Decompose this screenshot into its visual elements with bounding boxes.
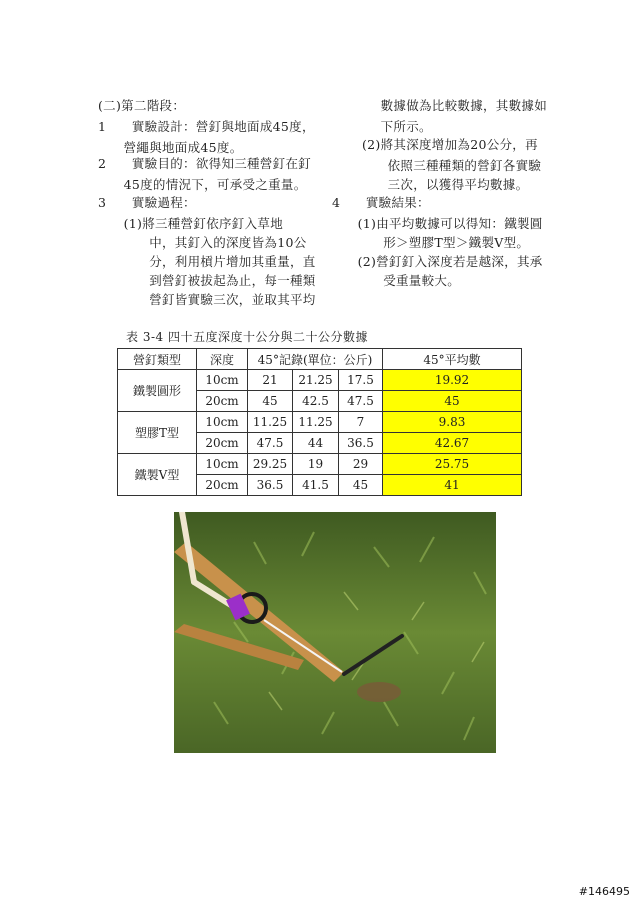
table-caption: 表 3-4 四十五度深度十公分與二十公分數據 [126, 330, 368, 344]
text-line: 45度的情況下，可承受之重量。 [98, 177, 307, 192]
record-cell: 7 [339, 412, 383, 433]
record-cell: 36.5 [248, 475, 293, 496]
table-header-row [118, 349, 522, 370]
depth-cell: 10cm [197, 412, 248, 433]
depth-cell: 20cm [197, 475, 248, 496]
record-cell: 21 [248, 370, 293, 391]
record-cell: 36.5 [339, 433, 383, 454]
text-line: 依照三種種類的營釘各實驗 [362, 158, 542, 173]
average-cell: 41 [383, 475, 522, 496]
text-line: 中，其釘入的深度皆為10公 [98, 235, 307, 250]
text-line: (1)將三種營釘依序釘入草地 [98, 216, 284, 231]
table-row [118, 412, 522, 433]
text-line: (1)由平均數據可以得知：鐵製圓 [332, 216, 543, 231]
record-cell: 29 [339, 454, 383, 475]
record-cell: 17.5 [339, 370, 383, 391]
type-cell: 鐵製V型 [118, 454, 197, 496]
text-line: (2)營釘釘入深度若是越深，其承 [332, 254, 543, 269]
text-line: 受重量較大。 [332, 273, 461, 288]
depth-cell: 10cm [197, 370, 248, 391]
record-cell: 42.5 [293, 391, 339, 412]
photo-illustration [174, 512, 496, 753]
record-cell: 11.25 [293, 412, 339, 433]
text-line: 三次，以獲得平均數據。 [362, 177, 529, 192]
average-cell: 45 [383, 391, 522, 412]
record-cell: 11.25 [248, 412, 293, 433]
record-cell: 21.25 [293, 370, 339, 391]
page-id: #146495 [578, 885, 630, 898]
record-cell: 29.25 [248, 454, 293, 475]
text-line: 形＞塑膠T型＞鐵製V型。 [332, 235, 530, 250]
text-line: 4 實驗結果： [332, 195, 430, 210]
experiment-photo [174, 512, 496, 753]
header-records: 45°記錄(單位：公斤) [248, 349, 383, 370]
record-cell: 47.5 [339, 391, 383, 412]
depth-cell: 20cm [197, 433, 248, 454]
text-line: 數據做為比較數據，其數據如 [355, 98, 548, 113]
average-cell: 19.92 [383, 370, 522, 391]
stage-heading: (二)第二階段： [98, 98, 186, 113]
table-row [118, 370, 522, 391]
type-cell: 塑膠T型 [118, 412, 197, 454]
data-table [117, 348, 522, 496]
text-line: 下所示。 [355, 119, 432, 134]
average-cell: 9.83 [383, 412, 522, 433]
average-cell: 42.67 [383, 433, 522, 454]
text-line: 1 實驗設計：營釘與地面成45度， [98, 119, 315, 134]
record-cell: 44 [293, 433, 339, 454]
type-cell: 鐵製圓形 [118, 370, 197, 412]
record-cell: 41.5 [293, 475, 339, 496]
depth-cell: 10cm [197, 454, 248, 475]
text-line: 營釘皆實驗三次，並取其平均 [98, 292, 316, 307]
table-row [118, 454, 522, 475]
depth-cell: 20cm [197, 391, 248, 412]
text-line: 分，利用槓片增加其重量，直 [98, 254, 316, 269]
record-cell: 19 [293, 454, 339, 475]
text-line: 2 實驗目的：欲得知三種營釘在釘 [98, 156, 312, 171]
text-line: 到營釘被拔起為止，每一種類 [98, 273, 316, 288]
header-depth: 深度 [197, 349, 248, 370]
text-line: 3 實驗過程： [98, 195, 196, 210]
text-line: 營繩與地面成45度。 [98, 140, 243, 155]
record-cell: 45 [248, 391, 293, 412]
text-line: (2)將其深度增加為20公分，再 [362, 137, 538, 152]
header-type: 營釘類型 [118, 349, 197, 370]
header-average: 45°平均數 [383, 349, 522, 370]
average-cell: 25.75 [383, 454, 522, 475]
record-cell: 47.5 [248, 433, 293, 454]
record-cell: 45 [339, 475, 383, 496]
